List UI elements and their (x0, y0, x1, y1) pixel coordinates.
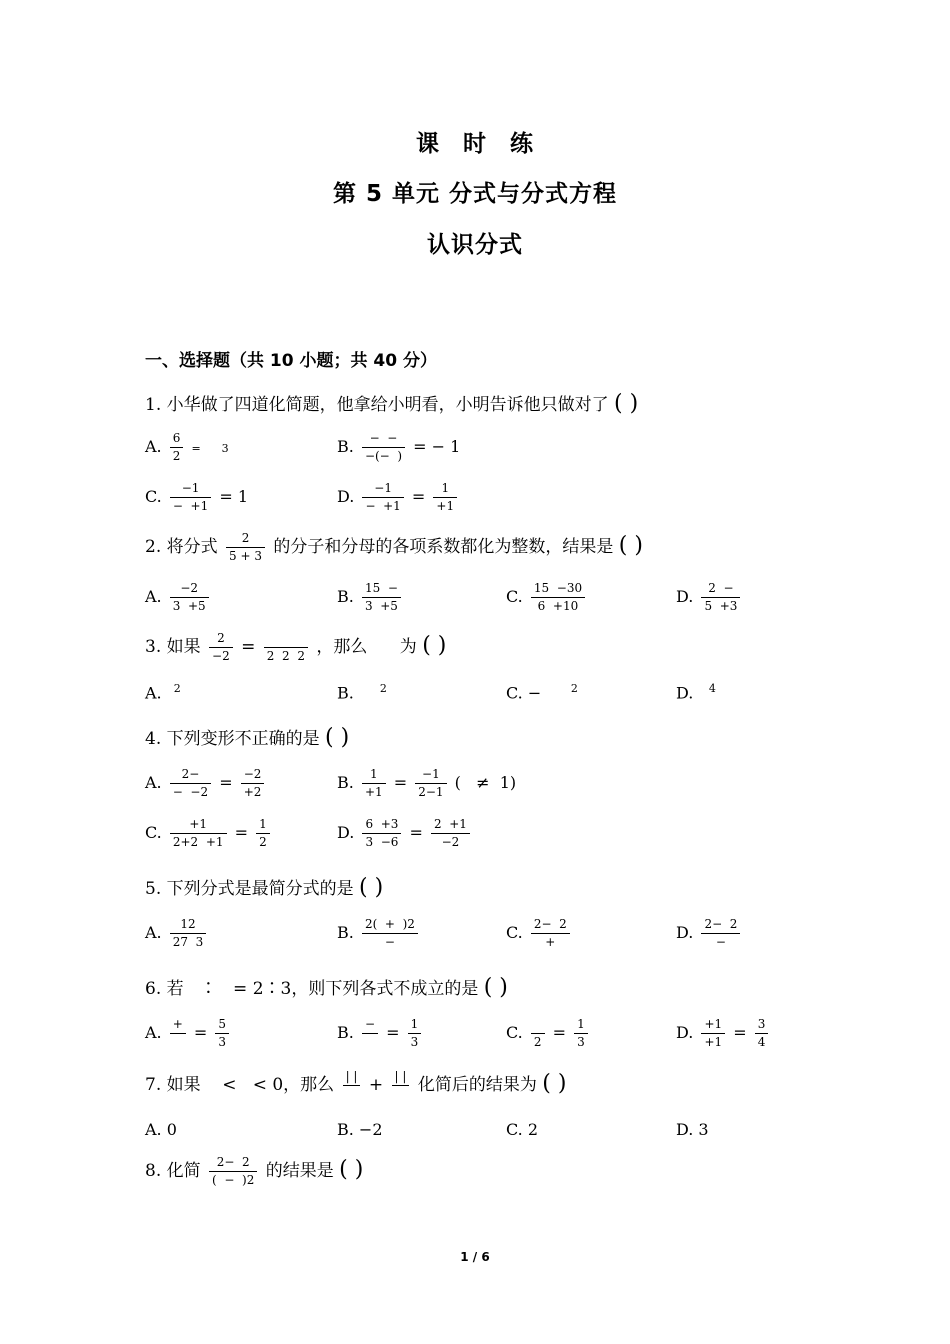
q1-option-c (145, 482, 248, 513)
answer-paren: ( ) (359, 875, 384, 900)
fraction: $\frac{- -}{-(- )}$ (362, 432, 405, 463)
fraction: $\frac{15 -30}{6 +10}$ (531, 582, 585, 613)
equals: = (733, 1023, 747, 1042)
section-heading: 一、选择题（共 10 小题；共 40 分） (145, 351, 437, 371)
equals: = (386, 1023, 400, 1042)
fraction: $\frac{2 -}{5 +3}$ (701, 582, 740, 613)
fraction: 2 (531, 1018, 545, 1049)
fraction: $\frac{2-}{- -2}$ (170, 768, 211, 799)
question-4-stem: 4. 下列变形不正确的是 (145, 729, 320, 749)
option-value: 4 (698, 682, 716, 695)
answer-paren: ( ) (339, 1157, 364, 1182)
fraction: $\frac{1}{+1}$ (362, 768, 386, 799)
q4-option-a (145, 768, 267, 799)
equals: = (241, 637, 256, 657)
fraction: $\frac{1}{2}$ (256, 818, 270, 849)
option-label: B. (337, 683, 354, 703)
option-label: A. (145, 437, 162, 456)
fraction: $\frac{-1}{2-1}$ (415, 768, 446, 799)
fraction: $\frac{2- 2}{( - )2}$ (209, 1156, 257, 1187)
fraction: 2 2 2 (264, 632, 308, 663)
option-label: D. (676, 683, 694, 703)
fraction: $\frac{-1}{- +1}$ (362, 482, 403, 513)
q2-option-a (145, 582, 212, 613)
fraction: $\frac{3}{4}$ (755, 1018, 769, 1049)
option-label: A. (145, 773, 162, 792)
answer-paren: ( ) (483, 975, 508, 1000)
q2-option-b (337, 582, 404, 613)
question-2-pre: 2. 将分式 (145, 537, 218, 557)
question-2 (145, 532, 643, 563)
q5-option-a (145, 918, 209, 949)
question-8-post: 的结果是 (265, 1161, 334, 1181)
answer-paren: ( ) (614, 391, 639, 416)
question-6-stem: 6. 若 ∶ = 2∶3，则下列各式不成立的是 (145, 979, 479, 999)
option-label: C. (145, 823, 162, 842)
option-label: C. (145, 487, 162, 506)
equals: = (219, 773, 233, 792)
option-label: D. (337, 823, 355, 842)
q5-option-b (337, 918, 421, 949)
question-1 (145, 390, 638, 416)
fraction: $\frac{1}{3}$ (574, 1018, 588, 1049)
equals: = (409, 823, 423, 842)
question-7 (145, 1070, 566, 1101)
q6-option-a (145, 1018, 232, 1049)
equals: = (193, 1023, 208, 1042)
question-8-pre: 8. 化简 (145, 1161, 201, 1181)
option-label: B. (337, 437, 354, 456)
question-6 (145, 974, 508, 1000)
question-3 (145, 632, 446, 663)
answer-paren: ( ) (618, 533, 643, 558)
option-label: B. (337, 773, 354, 792)
option-label: D. (676, 1023, 694, 1042)
q1-option-d (337, 482, 460, 513)
option-label: B. (337, 587, 354, 606)
q5-option-d (676, 918, 743, 949)
q6-option-d (676, 1018, 771, 1049)
q1-option-b (337, 432, 460, 463)
q4-option-c (145, 818, 273, 849)
option-label: C. (506, 587, 523, 606)
option-label: C. (506, 1023, 523, 1042)
q7-option-b: B. −2 (337, 1120, 383, 1139)
equals: = (393, 773, 408, 792)
fraction: $\frac{5}{3}$ (215, 1018, 229, 1049)
equals: = (552, 1023, 566, 1042)
fraction: $\frac{2}{5 + 3}$ (226, 532, 265, 563)
fraction: $\frac{1}{3}$ (408, 1018, 422, 1049)
fraction: + (170, 1018, 186, 1049)
fraction: $\frac{-2}{+2}$ (241, 768, 265, 799)
question-3-pre: 3. 如果 (145, 637, 201, 657)
q3-option-b (337, 682, 387, 702)
q3-option-c (506, 682, 578, 702)
q2-option-d (676, 582, 743, 613)
q4-option-b (337, 768, 516, 799)
fraction: $\frac{2( + )2}{-}$ (362, 918, 418, 949)
option-label: C. (506, 923, 523, 942)
title-lesson: 课 时 练 (415, 131, 534, 157)
rhs: = 1 (219, 487, 248, 506)
option-label: B. (337, 923, 354, 942)
question-7-post: 化简后的结果为 (417, 1075, 537, 1095)
fraction: $\frac{15 -}{3 +5}$ (362, 582, 401, 613)
question-5 (145, 874, 383, 900)
fraction: | | (343, 1070, 361, 1101)
condition: ( ≠ 1) (454, 773, 517, 792)
equals: = (411, 487, 426, 506)
fraction: $\frac{+1}{2+2 +1}$ (170, 818, 227, 849)
plus-sign: + (368, 1075, 384, 1095)
q2-option-c (506, 582, 588, 613)
option-value: 2 (546, 682, 578, 695)
q4-option-d (337, 818, 473, 849)
answer-paren: ( ) (422, 633, 447, 658)
option-label: C. − (506, 683, 542, 703)
question-3-post: ，那么 为 (316, 637, 417, 657)
fraction: $\frac{-1}{- +1}$ (170, 482, 211, 513)
option-label: D. (337, 487, 355, 506)
fraction: $\frac{-2}{3 +5}$ (170, 582, 209, 613)
option-value: 2 (166, 682, 181, 695)
title-unit: 第 5 单元 分式与分式方程 (332, 181, 618, 207)
fraction: $\frac{2- 2}{-}$ (701, 918, 740, 949)
option-label: D. (676, 923, 694, 942)
equals: = (234, 823, 249, 842)
fraction: − (362, 1018, 378, 1049)
q1-option-a (145, 432, 229, 463)
q6-option-c (506, 1018, 591, 1049)
option-value: 2 (358, 682, 387, 695)
q7-option-d: D. 3 (676, 1120, 709, 1139)
fraction: $\frac{1}{+1}$ (433, 482, 457, 513)
question-2-post: 的分子和分母的各项系数都化为整数，结果是 (273, 537, 614, 557)
option-label: B. (337, 1023, 354, 1042)
question-7-pre: 7. 如果 < < 0，那么 (145, 1075, 335, 1095)
q3-option-d (676, 682, 716, 702)
option-label: A. (145, 923, 162, 942)
fraction: $\frac{6 +3}{3 -6}$ (362, 818, 401, 849)
fraction: $\frac{2}{-2}$ (209, 632, 233, 663)
q5-option-c (506, 918, 573, 949)
question-1-stem: 1. 小华做了四道化简题，他拿给小明看，小明告诉他只做对了 (145, 395, 609, 415)
q3-option-a (145, 682, 181, 702)
rhs: = − 1 (413, 437, 461, 456)
fraction: $\frac{12}{27 3}$ (170, 918, 207, 949)
fraction: | | (392, 1070, 410, 1101)
question-8 (145, 1156, 363, 1187)
q7-option-a: A. 0 (145, 1120, 177, 1139)
answer-paren: ( ) (542, 1071, 567, 1096)
option-label: A. (145, 1023, 162, 1042)
option-label: D. (676, 587, 694, 606)
rhs: = 3 (191, 442, 229, 455)
fraction: $\frac{6}{2}$ (170, 432, 184, 463)
question-5-stem: 5. 下列分式是最简分式的是 (145, 879, 354, 899)
fraction: $\frac{2- 2}{+}$ (531, 918, 570, 949)
title-topic: 认识分式 (427, 232, 523, 258)
option-label: A. (145, 683, 162, 703)
page-number: 1 / 6 (460, 1250, 490, 1264)
fraction: $\frac{2 +1}{-2}$ (431, 818, 470, 849)
answer-paren: ( ) (325, 725, 350, 750)
q7-option-c: C. 2 (506, 1120, 539, 1139)
fraction: $\frac{+1}{+1}$ (701, 1018, 725, 1049)
q6-option-b (337, 1018, 424, 1049)
option-label: A. (145, 587, 162, 606)
question-4 (145, 724, 349, 750)
